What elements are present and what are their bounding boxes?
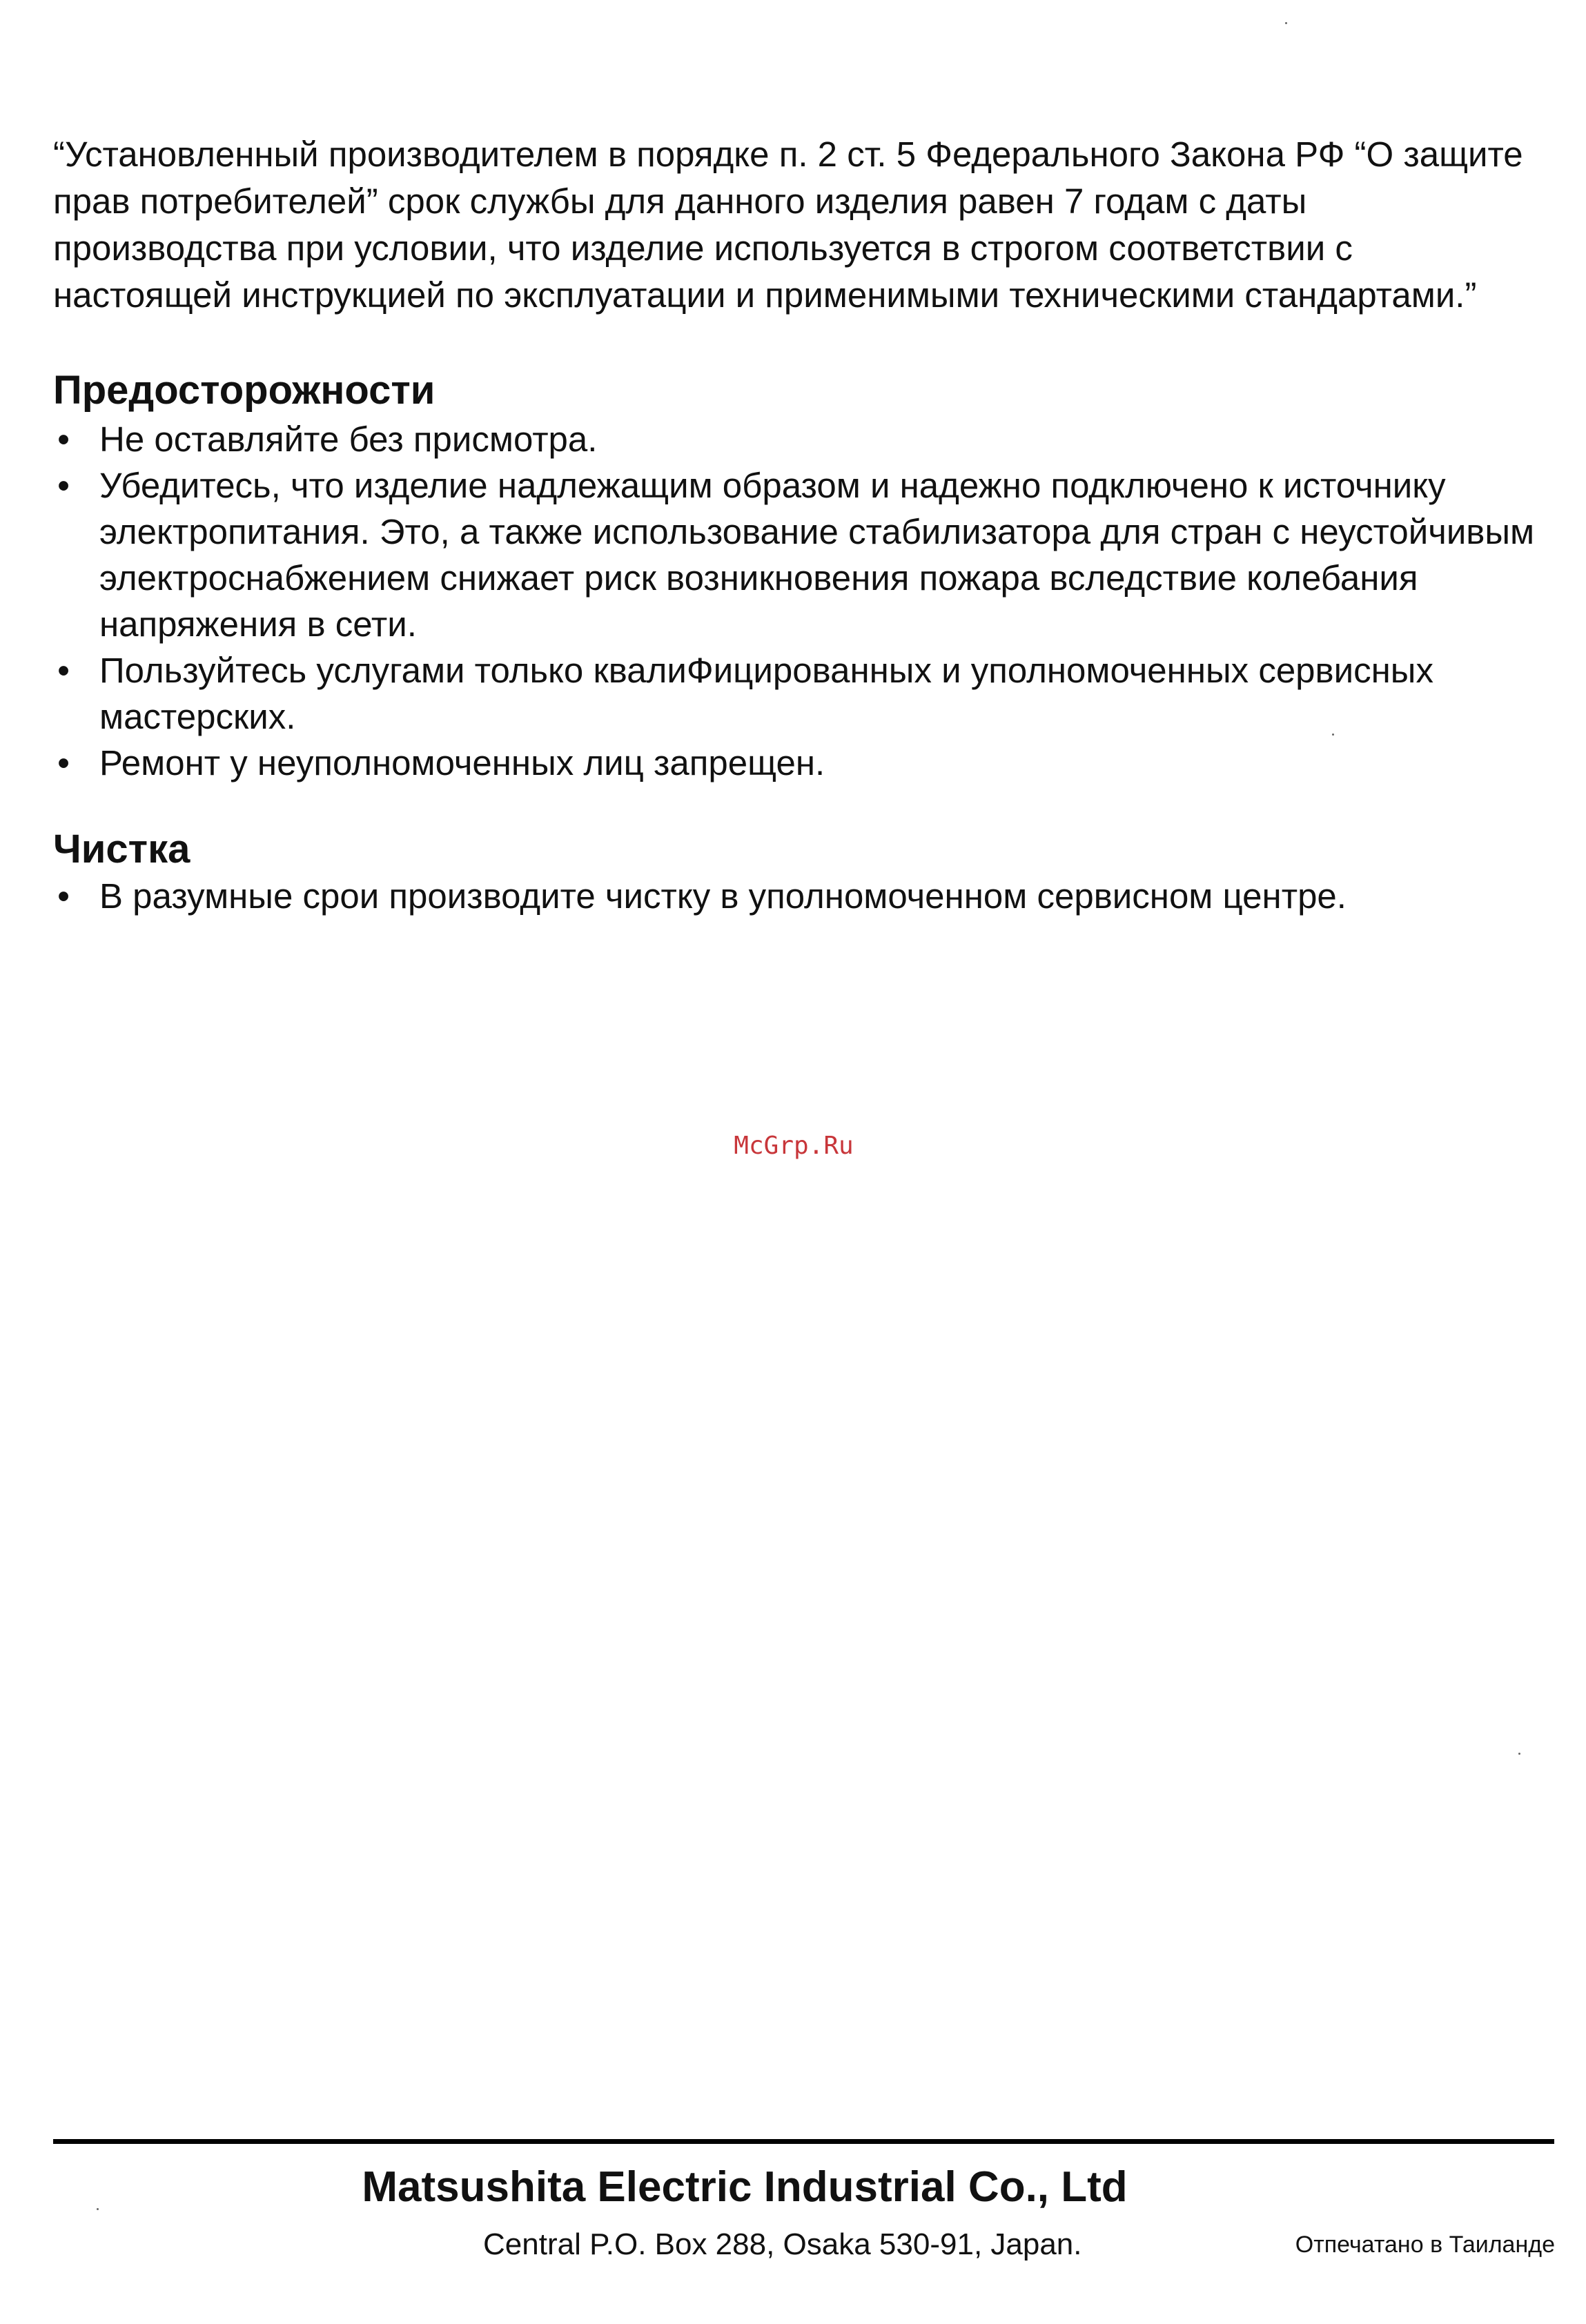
bullet-icon: • [57,876,70,916]
company-name [0,2160,1586,2215]
company-address: Central P.O. Box 288, Osaka 530-91, Japan. [483,2227,1082,2261]
service-life-statement: “Установленный производителем в порядке п. 2 ст. 5 Федерального Закона РФ “О защите прав потребителей” срок службы для данного изделия равен 7 годам с даты производства при условии, что изделие используется в строгом соответствии с настоящей инструкцией по эксплуатации и применимыми техническими стандартами.” [53,135,1523,315]
bullet-icon: • [57,420,70,459]
list-item [53,873,1544,919]
scan-speck [1285,22,1287,24]
scan-speck [1332,733,1334,736]
list-item-text: Пользуйтесь услугами только квалиФицированных и уполномоченных сервисных мастерских. [99,651,1433,736]
precautions-list [53,416,1544,786]
printed-in-note: Отпечатано в Таиланде [1295,2232,1555,2258]
list-item-text: В разумные срои производите чистку в уполномоченном сервисном центре. [99,876,1347,916]
bullet-icon: • [57,466,70,505]
cleaning-heading: Чистка [53,827,190,872]
precautions-heading: Предосторожности [53,368,435,413]
cleaning-list [53,873,1544,919]
list-item-text: Убедитесь, что изделие надлежащим образом и надежно подключено к источнику электропитания. Это, а также использование стабилизатора для стран с неустойчивым электроснабжением снижает риск возникновения пожара вследствие колебания напряжения в сети. [99,466,1535,644]
list-item [53,740,1544,786]
scan-speck [1518,1753,1520,1755]
bullet-icon: • [57,743,70,782]
company-name-text: Matsushita Electric Industrial Co., Ltd [362,2163,1128,2211]
list-item-text: Не оставляйте без присмотра. [99,420,598,459]
footer-divider [53,2139,1554,2144]
bullet-icon: • [57,651,70,690]
list-item [53,647,1544,740]
list-item [53,416,1544,462]
scan-speck [97,2208,99,2210]
watermark-link[interactable]: McGrp.Ru [734,1132,854,1160]
list-item [53,462,1544,647]
list-item-text: Ремонт у неуполномоченных лиц запрещен. [99,743,825,782]
